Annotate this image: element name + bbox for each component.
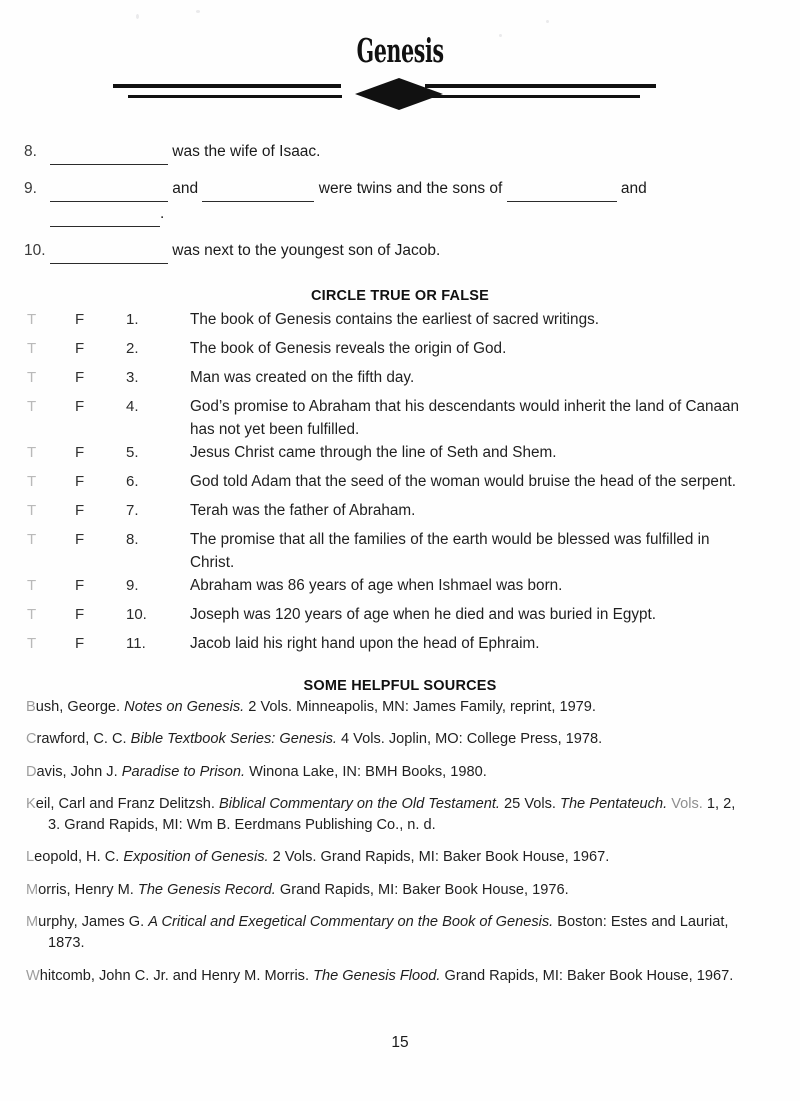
scan-speckle — [546, 20, 549, 23]
ornament-rule-left-bottom — [128, 95, 342, 98]
source-text: D — [26, 763, 37, 780]
true-false-statement: The promise that all the families of the earth would be blessed was fulfilled in Christ. — [190, 530, 710, 571]
answer-blank[interactable] — [50, 239, 168, 264]
answer-blank[interactable] — [507, 177, 617, 202]
fill-in-blank-text: and — [616, 180, 647, 198]
true-false-statement: Jacob laid his right hand upon the head of Ephraim. — [190, 634, 540, 652]
true-option[interactable]: T — [27, 501, 37, 519]
true-false-statement: The book of Genesis reveals the origin of God. — [190, 340, 507, 357]
source-text: M — [26, 881, 39, 898]
true-false-statement: God told Adam that the seed of the woman would bruise the head of the serpent. — [190, 472, 736, 490]
source-entry — [0, 847, 800, 868]
fill-in-blank-number: 10. — [24, 242, 46, 260]
scan-speckle — [136, 14, 139, 19]
source-text: Vols. — [667, 795, 703, 812]
true-false-statement: Joseph was 120 years of age when he died and was buried in Egypt. — [190, 605, 657, 623]
source-entry — [0, 794, 800, 837]
false-option[interactable]: F — [75, 501, 85, 519]
fill-in-blank-text: were twins and the sons of — [314, 180, 507, 198]
source-text: ush, George. — [35, 699, 125, 715]
true-false-number: 10. — [126, 605, 147, 623]
true-option[interactable]: T — [27, 398, 37, 415]
true-false-statement: Terah was the father of Abraham. — [190, 501, 416, 519]
fill-in-blank-text: was next to the youngest son of Jacob. — [168, 242, 441, 260]
sources-section — [0, 697, 800, 998]
source-entry-text — [26, 966, 745, 987]
true-false-row — [0, 367, 800, 396]
source-text: W — [26, 967, 40, 984]
source-entry-text — [26, 729, 745, 750]
source-title: Exposition of Genesis. — [123, 849, 269, 866]
false-option[interactable]: F — [75, 340, 85, 357]
source-title: The Genesis Flood. — [313, 967, 441, 984]
source-title: Notes on Genesis. — [124, 699, 245, 715]
true-false-row — [0, 633, 800, 662]
fill-in-blank-number: 9. — [24, 180, 37, 198]
source-title: A Critical and Exegetical Commentary on the Book of Genesis. — [148, 914, 554, 931]
true-false-number: 6. — [126, 472, 139, 490]
true-option[interactable]: T — [27, 605, 37, 623]
source-entry — [0, 880, 800, 901]
fill-in-blank-body — [50, 140, 321, 165]
false-option[interactable]: F — [75, 605, 85, 623]
fill-in-blank-number: 8. — [24, 143, 37, 160]
source-entry — [0, 729, 800, 750]
true-false-row — [0, 575, 800, 604]
source-title: Bible Textbook Series: Genesis. — [130, 731, 337, 748]
answer-blank[interactable] — [50, 177, 168, 202]
true-option[interactable]: T — [27, 443, 37, 461]
answer-blank[interactable] — [50, 140, 168, 165]
true-false-number: 5. — [126, 443, 139, 461]
true-option[interactable]: T — [27, 634, 37, 652]
source-entry-text — [26, 794, 745, 837]
source-entry — [0, 697, 800, 718]
true-false-number: 1. — [126, 311, 139, 328]
fill-in-blank-body — [50, 177, 745, 227]
source-entry-text — [26, 697, 745, 718]
source-text: C — [26, 731, 37, 748]
true-false-number: 4. — [126, 398, 139, 415]
answer-blank[interactable] — [202, 177, 314, 202]
true-false-statement: Abraham was 86 years of age when Ishmael was born. — [190, 576, 563, 594]
false-option[interactable]: F — [75, 398, 85, 415]
page-header — [0, 31, 800, 70]
fill-in-blank-item — [0, 239, 800, 264]
source-text: eopold, H. C. — [34, 849, 124, 866]
true-false-number: 9. — [126, 576, 139, 594]
false-option[interactable]: F — [75, 369, 85, 386]
false-option[interactable]: F — [75, 472, 85, 490]
true-false-statement: Man was created on the fifth day. — [190, 369, 415, 386]
true-false-row — [0, 338, 800, 367]
true-false-number: 8. — [126, 530, 139, 548]
fill-in-blank-text: was the wife of Isaac. — [168, 143, 321, 160]
true-false-row — [0, 471, 800, 500]
false-option[interactable]: F — [75, 311, 85, 328]
false-option[interactable]: F — [75, 576, 85, 594]
source-text: 4 Vols. Joplin, MO: College Press, 1978. — [336, 731, 603, 748]
source-text: Boston: Estes and Lauriat, 1873. — [48, 914, 729, 952]
fill-in-blank-text: and — [168, 180, 203, 198]
source-text: Grand Rapids, MI: Baker Book House, 1976. — [275, 881, 569, 898]
true-false-statement: God’s promise to Abraham that his descendants would inherit the land of Canaan has not yet been fulfilled. — [190, 398, 740, 438]
fill-in-blank-item — [0, 177, 800, 227]
true-option[interactable]: T — [27, 530, 37, 548]
source-entry-text — [26, 880, 745, 901]
true-false-row — [0, 442, 800, 471]
true-false-number: 7. — [126, 501, 139, 519]
source-text: urphy, James G. — [38, 914, 149, 931]
true-false-number: 11. — [126, 634, 146, 652]
source-text: 25 Vols. — [499, 795, 561, 812]
true-false-row — [0, 309, 800, 338]
true-false-number: 2. — [126, 340, 139, 357]
true-false-row — [0, 396, 800, 442]
true-option[interactable]: T — [27, 340, 37, 357]
source-text: Winona Lake, IN: BMH Books, 1980. — [245, 763, 487, 780]
true-false-section — [0, 309, 800, 662]
true-option[interactable]: T — [27, 576, 37, 594]
source-text: 1, 2, 3. Grand Rapids, MI: Wm B. Eerdmans Publishing Co., n. d. — [48, 795, 736, 834]
source-text: L — [26, 849, 35, 866]
scan-speckle — [196, 10, 200, 13]
true-option[interactable]: T — [27, 311, 37, 328]
source-text: rawford, C. C. — [36, 731, 131, 748]
source-text: K — [26, 795, 36, 812]
source-entry — [0, 762, 800, 783]
answer-blank[interactable] — [50, 202, 160, 227]
source-title: The Pentateuch. — [560, 795, 668, 812]
ornament-rule-left-top — [113, 84, 341, 88]
true-false-heading: CIRCLE TRUE OR FALSE — [310, 288, 489, 304]
true-false-row — [0, 604, 800, 633]
fill-in-blank-body — [50, 239, 440, 264]
source-text: eil, Carl and Franz Delitzsh. — [35, 795, 220, 812]
source-title: Biblical Commentary on the Old Testament. — [219, 795, 500, 812]
false-option[interactable]: F — [75, 443, 85, 461]
page-number: 15 — [391, 1034, 409, 1051]
source-text: M — [26, 914, 39, 931]
diamond-icon — [355, 78, 443, 110]
source-entry — [0, 966, 800, 987]
source-entry — [0, 912, 800, 955]
source-entry-text — [26, 762, 745, 783]
source-text: avis, John J. — [36, 763, 122, 780]
true-option[interactable]: T — [27, 369, 37, 386]
ornament-rule-right-top — [425, 84, 656, 88]
fill-in-the-blank-section — [0, 140, 800, 276]
source-text: Grand Rapids, MI: Baker Book House, 1967. — [440, 967, 734, 984]
true-false-row — [0, 529, 800, 575]
fill-in-blank-text: . — [160, 205, 165, 223]
source-entry-text — [26, 847, 745, 868]
header-ornament — [0, 78, 800, 112]
true-false-statement: Jesus Christ came through the line of Seth and Shem. — [190, 443, 557, 461]
source-text: orris, Henry M. — [38, 881, 138, 898]
fill-in-blank-item — [0, 140, 800, 165]
ornament-rule-right-bottom — [425, 95, 640, 98]
source-text: B — [26, 699, 36, 715]
source-title: Paradise to Prison. — [121, 763, 246, 780]
sources-heading: SOME HELPFUL SOURCES — [303, 678, 497, 694]
source-text: 2 Vols. Minneapolis, MN: James Family, reprint, 1979. — [244, 699, 596, 715]
source-text: 2 Vols. Grand Rapids, MI: Baker Book House, 1967. — [268, 849, 610, 866]
source-text: hitcomb, John C. Jr. and Henry M. Morris. — [39, 967, 314, 984]
true-false-statement: The book of Genesis contains the earliest of sacred writings. — [190, 311, 599, 328]
source-entry-text — [26, 912, 745, 955]
false-option[interactable]: F — [75, 530, 85, 548]
false-option[interactable]: F — [75, 634, 85, 652]
book-title: Genesis — [356, 31, 444, 70]
true-option[interactable]: T — [27, 472, 37, 490]
true-false-row — [0, 500, 800, 529]
true-false-number: 3. — [126, 369, 139, 386]
source-title: The Genesis Record. — [137, 881, 276, 898]
